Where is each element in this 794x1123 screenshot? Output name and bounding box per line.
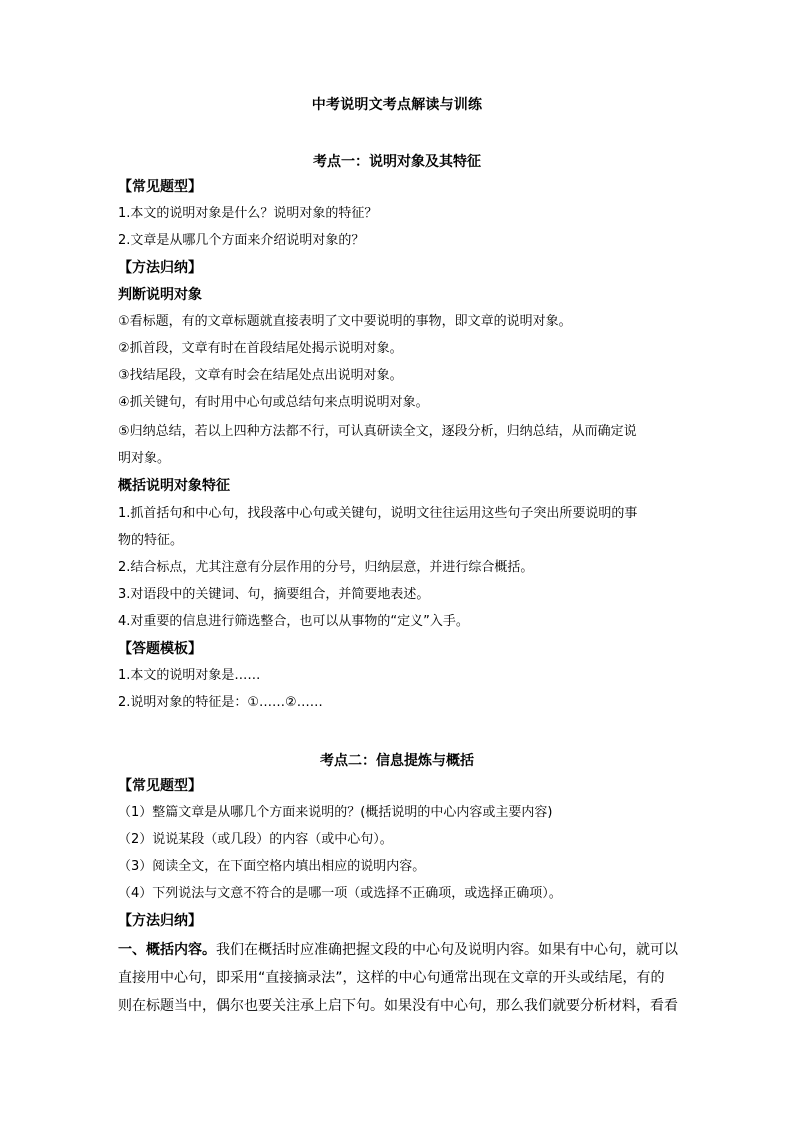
method-item: ①看标题，有的文章标题就直接表明了文中要说明的事物，即文章的说明对象。 <box>118 314 572 329</box>
common-types-label: 【常见题型】 <box>118 179 202 195</box>
section-1-heading: 考点一：说明对象及其特征 <box>313 154 481 170</box>
paragraph-line: 则在标题当中，偶尔也要关注承上启下句。如果没有中心句，那么我们就要分析材料，看看 <box>118 998 678 1014</box>
method-label: 【方法归纳】 <box>118 260 202 276</box>
method-item: ②抓首段，文章有时在首段结尾处揭示说明对象。 <box>118 341 403 356</box>
answer-template-label: 【答题模板】 <box>118 641 202 657</box>
question-item: （4）下列说法与文意不符合的是哪一项（或选择不正确项，或选择正确项）。 <box>118 886 562 901</box>
summary-item: 4.对重要的信息进行筛选整合，也可以从事物的“定义”入手。 <box>118 614 469 629</box>
summary-item: 3.对语段中的关键词、句，摘要组合，并简要地表述。 <box>118 587 430 602</box>
question-item: 2.文章是从哪几个方面来介绍说明对象的？ <box>118 233 365 248</box>
judge-object-heading: 判断说明对象 <box>118 287 202 303</box>
summary-item: 2.结合标点，尤其注意有分层作用的分号，归纳层意，并进行综合概括。 <box>118 560 534 575</box>
method-item: ④抓关键句，有时用中心句或总结句来点明说明对象。 <box>118 395 429 410</box>
paragraph-line: 直接用中心句，即采用“直接摘录法”，这样的中心句通常出现在文章的开头或结尾，有的 <box>118 970 665 986</box>
question-item: （1）整篇文章是从哪几个方面来说明的？(概括说明的中心内容或主要内容) <box>118 805 553 820</box>
method-item: ⑤归纳总结，若以上四种方法都不行，可认真研读全文，逐段分析，归纳总结，从而确定说 <box>118 424 637 439</box>
method-item-continued: 明对象。 <box>118 451 171 466</box>
paragraph-line <box>118 941 678 959</box>
common-types-label: 【常见题型】 <box>118 778 202 794</box>
question-item: （3）阅读全文，在下面空格内填出相应的说明内容。 <box>118 859 426 874</box>
method-label: 【方法归纳】 <box>118 913 202 929</box>
section-2-heading: 考点二：信息提炼与概括 <box>320 753 474 769</box>
template-item: 2.说明对象的特征是：①……②…… <box>118 695 323 710</box>
question-item: （2）说说某段（或几段）的内容（或中心句）。 <box>118 832 393 847</box>
paragraph-lead: 一、概括内容。 <box>118 942 216 958</box>
summary-item-continued: 物的特征。 <box>118 533 184 548</box>
document-title: 中考说明文考点解读与训练 <box>311 97 483 113</box>
summary-feature-heading: 概括说明对象特征 <box>118 478 230 494</box>
question-item: 1.本文的说明对象是什么？说明对象的特征？ <box>118 206 378 221</box>
method-item: ③找结尾段，文章有时会在结尾处点出说明对象。 <box>118 368 403 383</box>
template-item: 1.本文的说明对象是…… <box>118 668 261 683</box>
paragraph-text: 我们在概括时应准确把握文段的中心句及说明内容。如果有中心句，就可以 <box>216 942 678 958</box>
summary-item: 1.抓首括句和中心句，找段落中心句或关键句，说明文往往运用这些句子突出所要说明的事 <box>118 506 638 521</box>
